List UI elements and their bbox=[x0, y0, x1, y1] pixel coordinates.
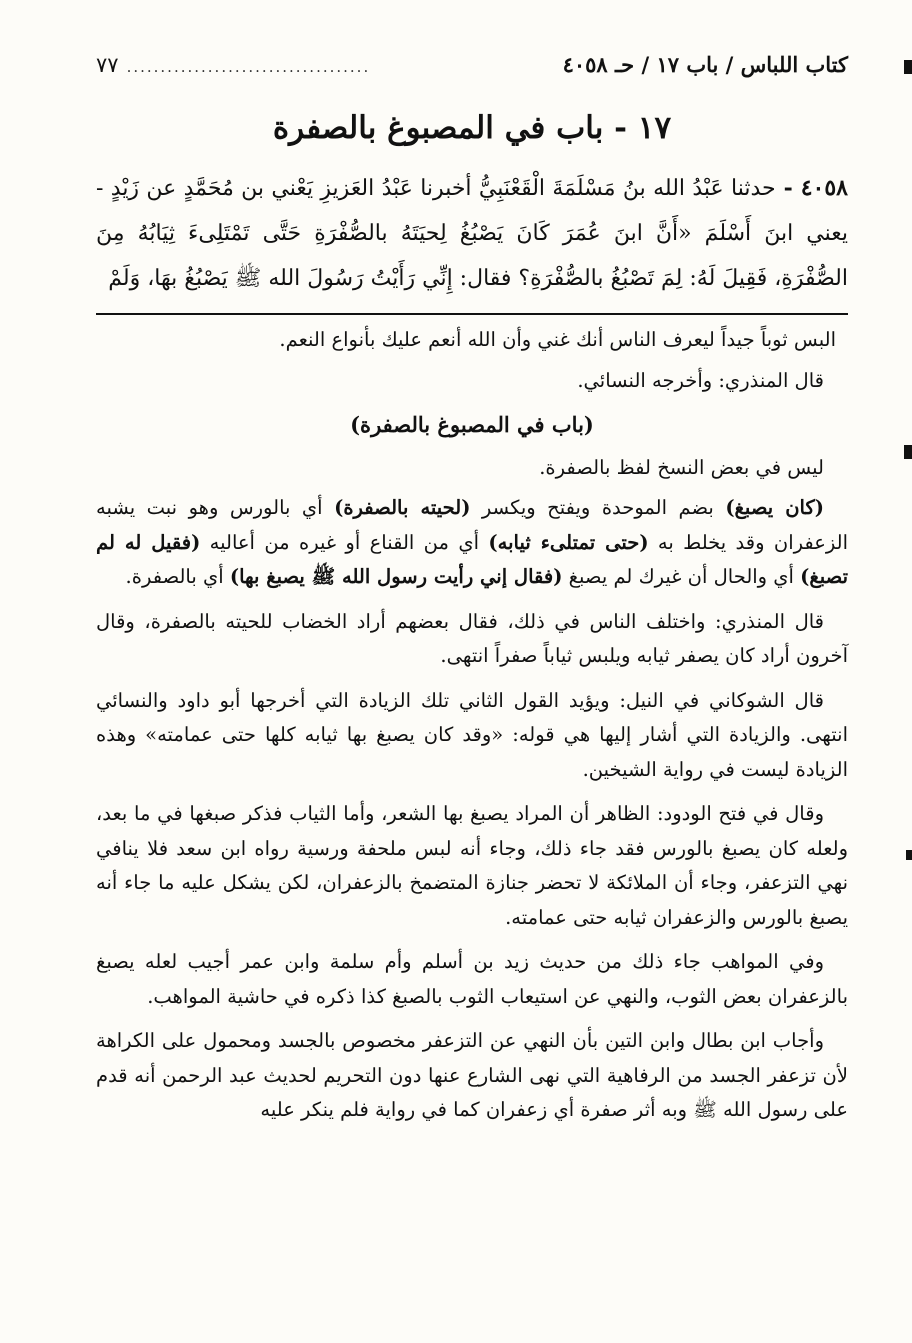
commentary-paragraph bbox=[96, 491, 848, 595]
quoted-phrase: (حتى تمتلىء ثيابه) bbox=[488, 530, 649, 554]
running-title: كتاب اللباس / باب ١٧ / حـ ٤٠٥٨ bbox=[562, 52, 848, 77]
hadith-text-block bbox=[96, 166, 848, 301]
quoted-phrase: (فقال إني رأيت رسول الله ﷺ يصبغ بها) bbox=[229, 565, 563, 588]
page-number-area bbox=[96, 53, 370, 77]
scan-edge-mark bbox=[906, 850, 912, 860]
hadith-body: حدثنا عَبْدُ الله بنُ مَسْلَمَةَ الْقَعْنَبِيُّ أخبرنا عَبْدُ العَزيزِ يَعْني بن مُحَمَّدٍ عن زَيْدٍ - يعني ابنَ أَسْلَمَ «أَنَّ ابنَ عُمَرَ كَانَ يَصْبُغُ لِحيَتَهُ بالصُّفْرَةِ حَتَّى تَمْتَلِىءَ ثِيَابُهُ مِنَ الصُّفْرَةِ، فَقِيلَ لَهُ: لِمَ تَصْبُغُ بالصُّفْرَةِ؟ فقال: إِنِّي رَأَيْتُ رَسُولَ الله ﷺ يَصْبُغُ بهَا، وَلَمْ bbox=[96, 176, 848, 291]
explanation-text: أي من القناع أو غيره من أعاليه bbox=[200, 530, 489, 554]
quoted-phrase: (كان يصبغ) bbox=[725, 496, 824, 519]
commentary-paragraph: وفي المواهب جاء ذلك من حديث زيد بن أسلم وأم سلمة وابن عمر أجيب لعله يصبغ بالزعفران بعض الثوب، والنهي عن استيعاب الثوب بالصبغ كذا ذكره في حاشية المواهب. bbox=[96, 950, 848, 1008]
commentary-paragraph: وأجاب ابن بطال وابن التين بأن النهي عن التزعفر مخصوص بالجسد ومحمول على الكراهة لأن تزعفر الجسد من الرفاهية التي نهى الشارع عنها دون التحريم لحديث عبد الرحمن أنه قدم على رسول الله ﷺ وبه أثر صفرة أي زعفران كما في رواية فلم ينكر عليه bbox=[96, 1029, 848, 1121]
explanation-text: بضم الموحدة ويفتح ويكسر bbox=[470, 496, 726, 519]
page-header bbox=[96, 52, 848, 96]
scan-edge-mark bbox=[904, 60, 912, 74]
commentary-paragraph: قال الشوكاني في النيل: ويؤيد القول الثاني تلك الزيادة التي أخرجها أبو داود والنسائي انتهى. والزيادة التي أشار إليها هي قوله: «وقد كان يصبغ بها ثيابه كلها حتى عمامته» وهذه الزيادة ليست في رواية الشيخين. bbox=[96, 688, 848, 781]
commentary-paragraph: البس ثوباً جيداً ليعرف الناس أنك غني وأن الله أنعم عليك بأنواع النعم. bbox=[279, 328, 836, 351]
book-page bbox=[96, 52, 848, 1138]
commentary-paragraph: وقال في فتح الودود: الظاهر أن المراد يصبغ بها الشعر، وأما الثياب فذكر صبغها في ما بعد، ولعله كان يصبغ بالورس فقد جاء ذلك، وجاء أنه لبس ملحفة ورسية رواه ابن سعد فلا ينافي نهي التزعفر، وجاء أن الملائكة لا تحضر جنازة المتضمخ بالزعفران، لكن يشكل عليه ما جاء أنه يصبغ بالورس والزعفران ثيابه حتى عمامته. bbox=[96, 802, 848, 929]
explanation-text: أي والحال أن غيرك لم يصبغ bbox=[562, 565, 801, 588]
quoted-phrase: (لحيته بالصفرة) bbox=[334, 496, 471, 519]
commentary-paragraph: قال المنذري: واختلف الناس في ذلك، فقال بعضهم أراد الخضاب للحيته بالصفرة، وقال آخرون أراد كان يصفر ثيابه ويلبس ثياباً صفراً انتهى. bbox=[96, 609, 848, 667]
chapter-title: ١٧ - باب في المصبوغ بالصفرة bbox=[272, 110, 672, 146]
scan-edge-mark bbox=[904, 445, 912, 459]
hadith-number: ٤٠٥٨ - bbox=[775, 175, 848, 201]
explanation-text: أي بالصفرة. bbox=[125, 565, 230, 588]
section-title: (باب في المصبوغ بالصفرة) bbox=[350, 412, 594, 437]
separator-line bbox=[96, 313, 848, 315]
leader-dots: .................................... bbox=[126, 58, 371, 76]
page-number: ٧٧ bbox=[96, 53, 119, 77]
commentary-paragraph: قال المنذري: وأخرجه النسائي. bbox=[577, 368, 824, 392]
explanation-text: أي بالورس وهو نبت يشبه الزعفران وقد يخلط به bbox=[96, 496, 848, 554]
quoted-phrase: (فقيل له لم تصبغ) bbox=[96, 530, 848, 588]
commentary-block bbox=[96, 323, 848, 1128]
commentary-paragraph: ليس في بعض النسخ لفظ بالصفرة. bbox=[539, 455, 824, 479]
